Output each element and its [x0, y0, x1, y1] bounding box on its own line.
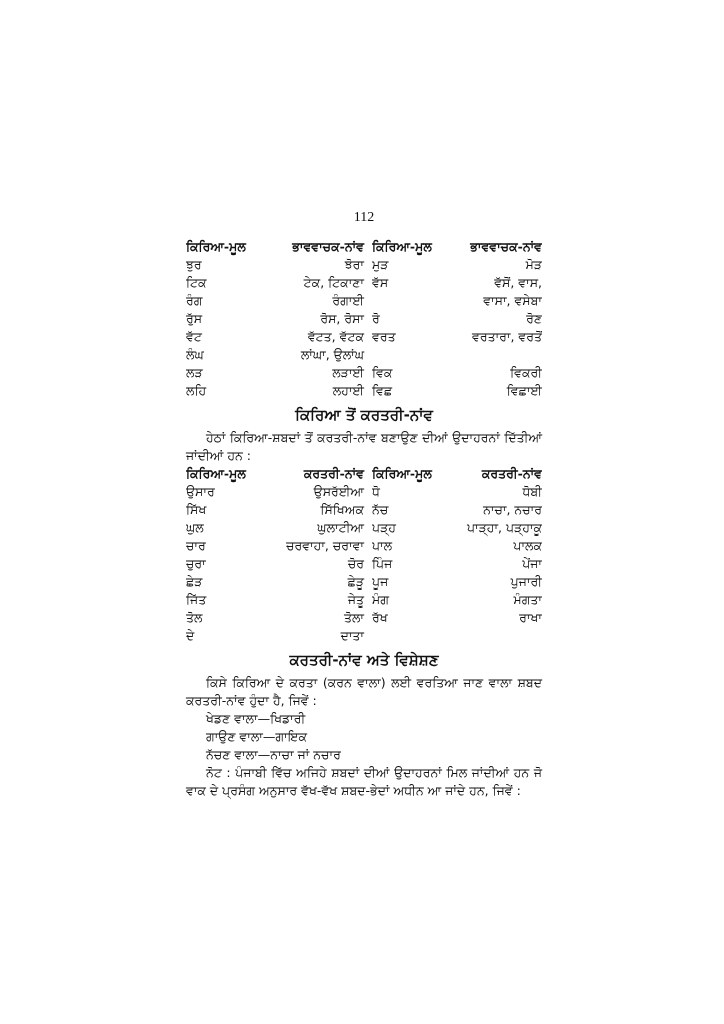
agent-noun: ਪਾੜ੍ਹਾ, ਪੜ੍ਹਾਕੂ: [467, 520, 542, 535]
table-row: [186, 519, 542, 537]
verb-root: [372, 346, 448, 364]
table-row: [186, 328, 542, 346]
verb-root: ਵਰਤ: [372, 329, 396, 344]
abstract-noun: ਵਿਕਰੀ: [510, 365, 542, 380]
verb-root: ਪਿੰਜ: [372, 556, 393, 571]
agent-noun: ਉਸਰੱਈਆ: [313, 484, 364, 499]
abstract-noun: ਵੱਟਤ, ਵੱਟਕ: [307, 329, 364, 344]
section-intro: ਹੇਠਾਂ ਕਿਰਿਆ-ਸ਼ਬਦਾਂ ਤੋਂ ਕਰਤਰੀ-ਨਾਂਵ ਬਣਾਉਣ ਦੀਆਂ ਉਦਾਹਰਨਾਂ ਦਿੱਤੀਆਂ ਜਾਂਦੀਆਂ ਹਨ :: [186, 430, 542, 463]
abstract-noun: ਮੋੜ: [525, 257, 542, 272]
agent-noun: ਧੋਬੀ: [522, 484, 542, 499]
verb-root: ਝੁਰ: [186, 257, 202, 272]
table-row: [186, 346, 542, 364]
agent-noun: ਦਾਤਾ: [340, 628, 364, 643]
column-header: ਕਿਰਿਆ-ਮੂਲ: [372, 466, 432, 481]
verb-root: ਵਿਕ: [372, 365, 393, 380]
table-row: [186, 591, 542, 609]
agent-noun: ਪੇਂਜਾ: [522, 556, 542, 571]
agent-noun: ਮੰਗਤਾ: [513, 592, 542, 607]
table-row: [186, 501, 542, 519]
verb-root: ਉਸਾਰ: [186, 484, 215, 499]
verb-root: ਪਾਲ: [372, 538, 393, 553]
column-header: ਕਰਤਰੀ-ਨਾਂਵ: [303, 466, 364, 481]
verb-root: ਧੋ: [372, 484, 380, 499]
abstract-noun: ਲੜਾਈ: [332, 365, 364, 380]
agent-noun-table: [186, 465, 542, 645]
verb-root: ਜਿੱਤ: [186, 592, 207, 607]
agent-noun: ਛੇੜੂ: [347, 574, 364, 589]
abstract-noun: ਵਰਤਾਰਾ, ਵਰਤੋਂ: [472, 329, 542, 344]
abstract-noun: ਰੰਗਾਈ: [332, 293, 364, 308]
table-row: [186, 256, 542, 274]
agent-noun: ਨਾਚਾ, ਨਚਾਰ: [483, 502, 542, 517]
table-row: [186, 555, 542, 573]
table-row: [186, 382, 542, 400]
abstract-noun: ਵਿਛਾਈ: [506, 383, 542, 398]
table-row: [186, 573, 542, 591]
abstract-noun: ਰੋਸ, ਰੋਸਾ: [320, 311, 364, 326]
column-header: ਭਾਵਵਾਚਕ-ਨਾਂਵ: [470, 239, 542, 254]
abstract-noun: [448, 346, 542, 364]
abstract-noun: ਲਹਾਈ: [332, 383, 364, 398]
agent-noun: ਪਾਲਕ: [513, 538, 542, 553]
verb-root: ਵੱਟ: [186, 329, 202, 344]
table-header-row: [186, 238, 542, 256]
abstract-noun-table: [186, 238, 542, 400]
page-content: [186, 208, 542, 800]
table-row: [186, 274, 542, 292]
verb-root: ਦੇ: [186, 628, 195, 643]
table-row: [186, 364, 542, 382]
verb-root: [372, 292, 448, 310]
page-number: 112: [353, 210, 375, 225]
verb-root: ਮੰਗ: [372, 592, 389, 607]
table-row: [186, 627, 542, 645]
table-row: [186, 483, 542, 501]
agent-noun: ਰਾਖਾ: [519, 610, 542, 625]
agent-noun: ਪੁਜਾਰੀ: [510, 574, 542, 589]
table-row: [186, 292, 542, 310]
verb-root: ਤੋਲ: [186, 610, 203, 625]
agent-noun: ਸਿੱਖਿਅਕ: [320, 502, 364, 517]
section-intro: ਕਿਸੇ ਕਿਰਿਆ ਦੇ ਕਰਤਾ (ਕਰਨ ਵਾਲਾ) ਲਈ ਵਰਤਿਆ ਜਾਣ ਵਾਲਾ ਸ਼ਬਦ ਕਰਤਰੀ-ਨਾਂਵ ਹੁੰਦਾ ਹੈ, ਜਿਵੇਂ :: [186, 675, 542, 708]
verb-root: ਰੱਖ: [372, 610, 388, 625]
verb-root: ਰੰਗ: [186, 293, 203, 308]
verb-root: ਵੱਸ: [372, 275, 389, 290]
abstract-noun: ਲਾਂਘਾ, ਉਲਾਂਘ: [300, 347, 364, 362]
verb-root: ਲੜ: [186, 365, 203, 380]
column-header: ਕਿਰਿਆ-ਮੂਲ: [372, 239, 432, 254]
verb-root: ਰੁੱਸ: [186, 311, 203, 326]
note-paragraph: ਨੋਟ : ਪੰਜਾਬੀ ਵਿੱਚ ਅਜਿਹੇ ਸ਼ਬਦਾਂ ਦੀਆਂ ਉਦਾਹਰਨਾਂ ਮਿਲ ਜਾਂਦੀਆਂ ਹਨ ਜੋ ਵਾਕ ਦੇ ਪ੍ਰਸੰਗ ਅਨੁਸਾਰ ਵੱਖ-ਵੱਖ ਸ਼ਬਦ-ਭੇਦਾਂ ਅਧੀਨ ਆ ਜਾਂਦੇ ਹਨ, ਜਿਵੇਂ :: [186, 765, 542, 798]
table-row: [186, 609, 542, 627]
verb-root: ਲੰਘ: [186, 347, 204, 362]
agent-noun: ਚਰਵਾਹਾ, ਚਰਾਵਾ: [286, 538, 364, 553]
verb-root: ਘੁਲ: [186, 520, 204, 535]
verb-root: ਪੂਜ: [372, 574, 389, 589]
table-row: [186, 310, 542, 328]
abstract-noun: ਵਾਸਾ, ਵਸੇਬਾ: [483, 293, 542, 308]
agent-noun: ਤੋਲਾ: [343, 610, 364, 625]
verb-root: ਲਹਿ: [186, 383, 207, 398]
abstract-noun: ਰੋਣ: [526, 311, 542, 326]
section-heading: ਕਿਰਿਆ ਤੋਂ ਕਰਤਰੀ-ਨਾਂਵ: [295, 406, 433, 424]
agent-noun: ਜੇਤੂ: [347, 592, 364, 607]
example-line: ਖੇਡਣ ਵਾਲਾ—ਖਿਡਾਰੀ: [206, 711, 306, 726]
verb-root: ਚਾਰ: [186, 538, 206, 553]
verb-root: ਰੋ: [372, 311, 380, 326]
verb-root: ਨੱਚ: [372, 502, 389, 517]
column-header: ਭਾਵਵਾਚਕ-ਨਾਂਵ: [292, 239, 364, 254]
table-row: [186, 537, 542, 555]
section-heading: ਕਰਤਰੀ-ਨਾਂਵ ਅਤੇ ਵਿਸ਼ੇਸ਼ਣ: [289, 651, 439, 669]
abstract-noun: ਝੋਰਾ: [344, 257, 364, 272]
agent-noun: ਘੁਲਾਟੀਆ: [317, 520, 364, 535]
verb-root: ਪੜ੍ਹ: [372, 520, 396, 535]
column-header: ਕਰਤਰੀ-ਨਾਂਵ: [481, 466, 542, 481]
abstract-noun: ਟੇਕ, ਟਿਕਾਣਾ: [303, 275, 364, 290]
verb-root: ਚੁਰਾ: [186, 556, 206, 571]
verb-root: ਮੁੜ: [372, 257, 389, 272]
verb-root: ਸਿੱਖ: [186, 502, 207, 517]
verb-root: [372, 627, 448, 645]
example-line: ਗਾਉਣ ਵਾਲਾ—ਗਾਇਕ: [206, 729, 308, 744]
column-header: ਕਿਰਿਆ-ਮੂਲ: [186, 239, 246, 254]
example-line: ਨੱਚਣ ਵਾਲਾ—ਨਾਚਾ ਜਾਂ ਨਚਾਰ: [206, 747, 341, 762]
abstract-noun: ਵੱਸੋਂ, ਵਾਸ,: [494, 275, 542, 290]
column-header: ਕਿਰਿਆ-ਮੂਲ: [186, 466, 246, 481]
table-header-row: [186, 465, 542, 483]
verb-root: ਛੇੜ: [186, 574, 203, 589]
agent-noun: ਚੋਰ: [347, 556, 364, 571]
agent-noun: [448, 627, 542, 645]
verb-root: ਟਿਕ: [186, 275, 207, 290]
verb-root: ਵਿਛ: [372, 383, 393, 398]
